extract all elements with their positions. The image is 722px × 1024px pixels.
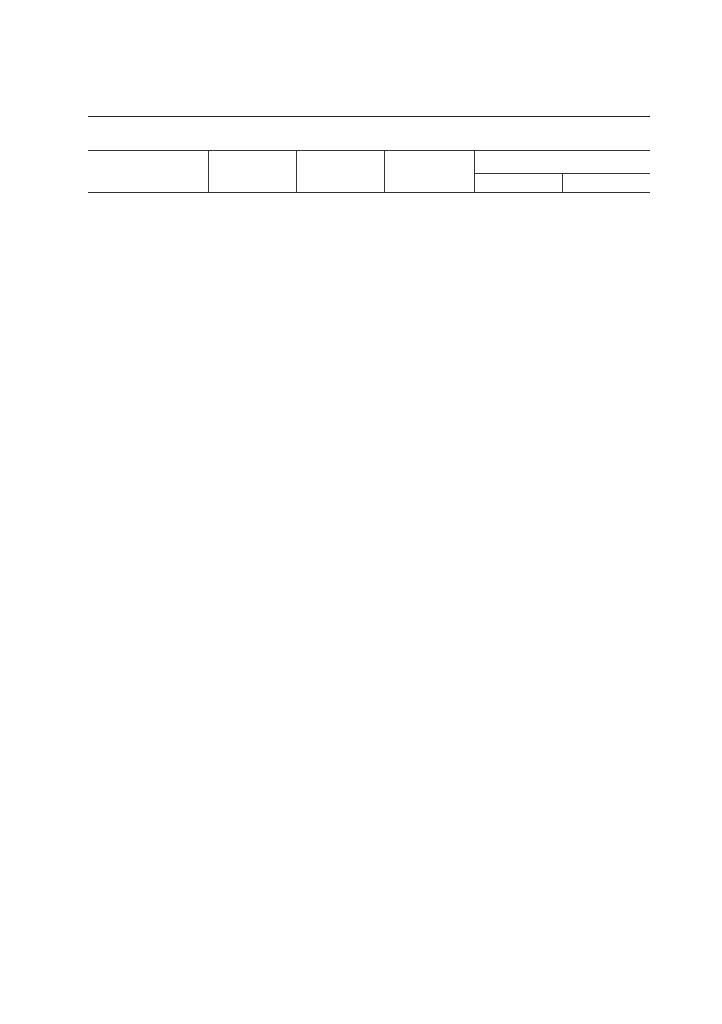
header-sample <box>208 151 296 193</box>
sampling-table <box>88 150 650 193</box>
header-batch-range <box>88 151 208 193</box>
header-reject <box>562 174 650 193</box>
header-cumulative-size <box>384 151 474 193</box>
header-accept <box>474 174 562 193</box>
header-aql <box>474 151 650 174</box>
header-rule <box>88 116 650 117</box>
header-sample-size <box>296 151 384 193</box>
